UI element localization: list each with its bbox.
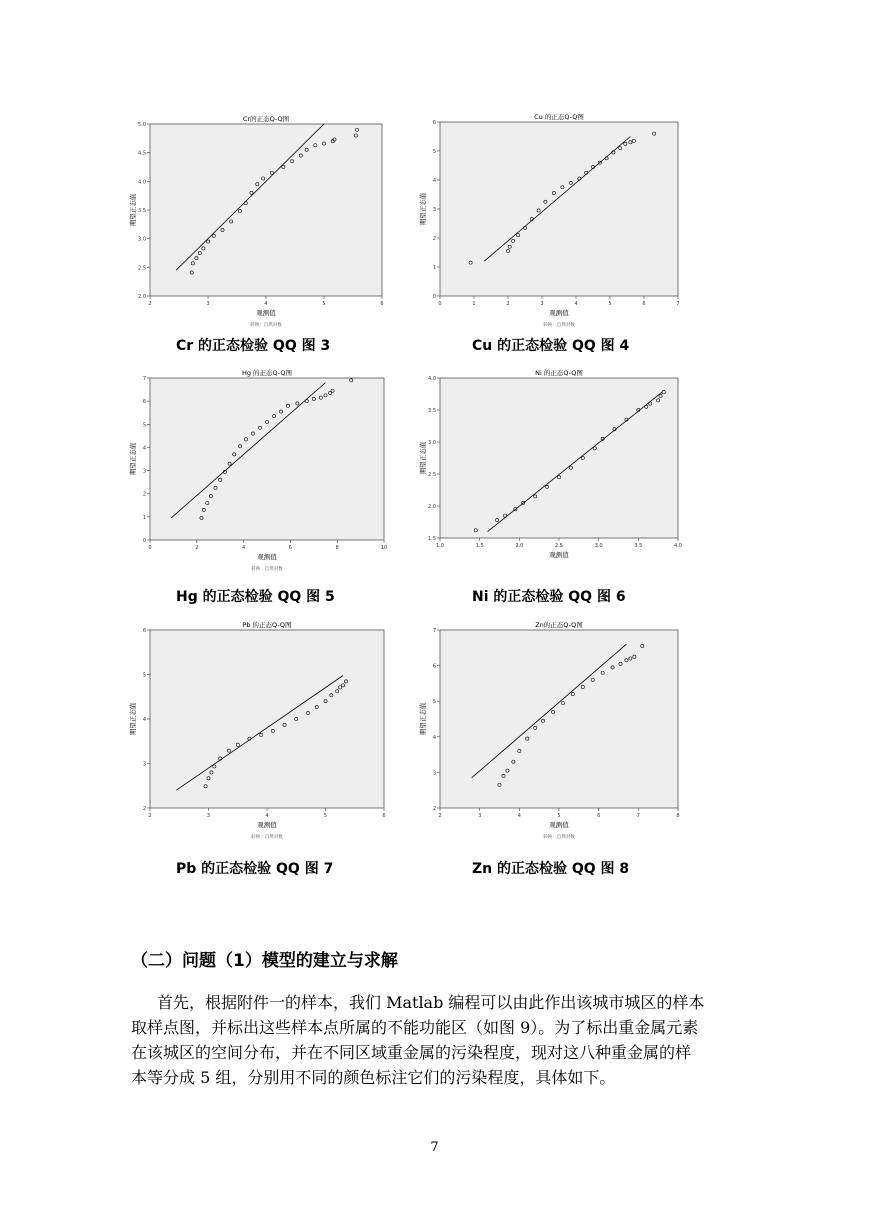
x-tick-label: 6 bbox=[597, 813, 601, 819]
y-tick-label: 3 bbox=[142, 468, 146, 475]
x-axis-label: 观测值 bbox=[257, 553, 277, 561]
x-tick-label: 0 bbox=[438, 301, 442, 307]
x-tick-label: 2 bbox=[148, 301, 152, 307]
x-tick-label: 2.5 bbox=[555, 543, 563, 549]
y-tick-label: 4 bbox=[432, 178, 436, 184]
y-tick-label: 2 bbox=[432, 236, 436, 242]
y-axis-label: 期望正态值 bbox=[419, 192, 427, 226]
y-axis-label: 期望正态值 bbox=[419, 702, 427, 736]
y-tick-label: 3 bbox=[142, 761, 146, 768]
qq-chart-cu bbox=[418, 110, 686, 330]
chart-title: Cu 的正态Q-Q图 bbox=[534, 113, 584, 121]
chart-title: Cr的正态Q-Q图 bbox=[242, 115, 290, 123]
y-tick-label: 5.0 bbox=[138, 122, 146, 128]
chart-footnote: 转换：自然对数 bbox=[251, 567, 283, 572]
qq-chart-cr bbox=[128, 112, 390, 330]
paragraph-line: 首先，根据附件一的样本，我们 Matlab 编程可以由此作出该城市城区的样本 bbox=[157, 993, 705, 1012]
x-tick-label: 4.0 bbox=[674, 543, 682, 549]
y-tick-label: 2.0 bbox=[428, 504, 436, 510]
x-tick-label: 2 bbox=[148, 813, 152, 819]
y-tick-label: 3 bbox=[432, 770, 436, 777]
plot-area bbox=[150, 378, 384, 540]
y-tick-label: 4 bbox=[432, 734, 436, 741]
x-tick-label: 6 bbox=[380, 301, 384, 307]
x-tick-label: 4 bbox=[265, 813, 269, 819]
figure-caption-7: Pb 的正态检验 QQ 图 7 bbox=[176, 861, 334, 877]
figure-caption-6: Ni 的正态检验 QQ 图 6 bbox=[472, 589, 626, 605]
x-tick-label: 1.0 bbox=[436, 543, 444, 549]
qq-chart-ni bbox=[418, 366, 686, 572]
y-axis-label: 期望正态值 bbox=[129, 193, 137, 227]
x-tick-label: 4 bbox=[264, 301, 268, 307]
y-tick-label: 5 bbox=[142, 422, 146, 429]
chart-title: Zn的正态Q-Q图 bbox=[535, 621, 583, 629]
y-tick-label: 2 bbox=[142, 491, 146, 498]
x-tick-label: 7 bbox=[676, 301, 680, 307]
x-tick-label: 1.5 bbox=[475, 543, 484, 549]
x-tick-label: 4 bbox=[517, 813, 521, 819]
x-tick-label: 3 bbox=[206, 813, 211, 819]
x-axis-label: 观测值 bbox=[549, 821, 569, 829]
y-tick-label: 3.0 bbox=[428, 440, 436, 446]
y-tick-label: 2.5 bbox=[138, 265, 146, 272]
figure-caption-5: Hg 的正态检验 QQ 图 5 bbox=[176, 589, 335, 605]
y-axis-label: 期望正态值 bbox=[129, 442, 137, 476]
x-tick-label: 3 bbox=[206, 301, 210, 307]
x-tick-label: 6 bbox=[642, 301, 646, 307]
paragraph-line: 取样点图，并标出这些样本点所属的不能功能区（如图 9）。为了标出重金属元素 bbox=[131, 1018, 699, 1037]
y-tick-label: 7 bbox=[432, 628, 436, 634]
x-tick-label: 0 bbox=[148, 545, 152, 551]
qq-chart-pb bbox=[128, 618, 392, 842]
chart-title: Ni 的正态Q-Q图 bbox=[535, 369, 583, 377]
chart-footnote: 转换：自然对数 bbox=[543, 323, 575, 328]
x-tick-label: 8 bbox=[676, 813, 680, 819]
x-tick-label: 10 bbox=[380, 545, 388, 551]
x-tick-label: 6 bbox=[382, 813, 386, 819]
y-tick-label: 1.5 bbox=[428, 536, 436, 542]
figure-caption-3: Cr 的正态检验 QQ 图 3 bbox=[176, 338, 331, 354]
plot-area bbox=[440, 630, 678, 808]
x-tick-label: 6 bbox=[288, 545, 292, 551]
qq-chart-zn bbox=[418, 618, 686, 842]
y-tick-label: 0 bbox=[142, 538, 146, 544]
y-tick-label: 5 bbox=[432, 699, 436, 706]
x-tick-label: 3 bbox=[540, 301, 544, 307]
plot-area bbox=[150, 124, 382, 296]
figure-caption-8: Zn 的正态检验 QQ 图 8 bbox=[472, 861, 630, 877]
y-tick-label: 6 bbox=[142, 628, 146, 634]
y-tick-label: 6 bbox=[142, 399, 146, 406]
x-tick-label: 5 bbox=[557, 813, 561, 819]
y-axis-label: 期望正态值 bbox=[419, 441, 427, 475]
x-axis-label: 观测值 bbox=[256, 309, 276, 317]
x-axis-label: 观测值 bbox=[549, 551, 569, 559]
x-axis-label: 观测值 bbox=[549, 309, 569, 317]
x-tick-label: 2 bbox=[506, 301, 510, 307]
y-tick-label: 4 bbox=[142, 445, 146, 452]
x-tick-label: 2 bbox=[195, 545, 199, 551]
y-tick-label: 6 bbox=[432, 120, 436, 126]
y-tick-label: 1 bbox=[432, 265, 436, 271]
page-number: 7 bbox=[430, 1140, 439, 1155]
y-tick-label: 4 bbox=[142, 717, 146, 723]
x-axis-label: 观测值 bbox=[257, 821, 277, 829]
y-tick-label: 6 bbox=[432, 663, 436, 670]
chart-footnote: 转换：自然对数 bbox=[250, 323, 282, 328]
qq-chart-hg bbox=[128, 366, 392, 574]
y-tick-label: 2.0 bbox=[138, 294, 146, 300]
body-paragraph bbox=[131, 990, 743, 1090]
x-tick-label: 3.0 bbox=[594, 543, 603, 549]
y-tick-label: 7 bbox=[142, 376, 146, 382]
x-tick-label: 8 bbox=[335, 545, 339, 551]
x-tick-label: 1 bbox=[472, 301, 476, 307]
x-tick-label: 5 bbox=[322, 301, 326, 307]
x-tick-label: 7 bbox=[636, 813, 640, 819]
y-tick-label: 0 bbox=[432, 294, 436, 300]
y-tick-label: 3.0 bbox=[138, 236, 146, 243]
x-tick-label: 4 bbox=[574, 301, 578, 307]
y-tick-label: 1 bbox=[142, 514, 146, 521]
chart-title: Pb 的正态Q-Q图 bbox=[242, 621, 292, 629]
x-tick-label: 3 bbox=[478, 813, 482, 819]
figure-caption-4: Cu 的正态检验 QQ 图 4 bbox=[472, 338, 630, 354]
chart-footnote: 转换：自然对数 bbox=[251, 835, 283, 840]
x-tick-label: 2.0 bbox=[515, 543, 524, 549]
y-tick-label: 3 bbox=[432, 207, 436, 213]
x-tick-label: 4 bbox=[242, 545, 246, 551]
y-tick-label: 5 bbox=[142, 672, 146, 679]
plot-area bbox=[440, 122, 678, 296]
y-tick-label: 4.5 bbox=[138, 150, 146, 157]
paragraph-line: 本等分成 5 组，分别用不同的颜色标注它们的污染程度，具体如下。 bbox=[131, 1068, 616, 1087]
x-tick-label: 5 bbox=[608, 301, 612, 307]
y-tick-label: 4.0 bbox=[138, 179, 146, 186]
plot-area bbox=[440, 378, 678, 538]
x-tick-label: 5 bbox=[323, 813, 328, 819]
y-tick-label: 2 bbox=[142, 806, 146, 812]
plot-area bbox=[150, 630, 384, 808]
y-tick-label: 3.5 bbox=[428, 408, 436, 414]
x-tick-label: 3.5 bbox=[634, 543, 643, 549]
y-axis-label: 期望正态值 bbox=[129, 702, 137, 736]
y-tick-label: 2.5 bbox=[428, 472, 436, 478]
chart-title: Hg 的正态Q-Q图 bbox=[241, 369, 293, 377]
x-tick-label: 2 bbox=[438, 813, 442, 819]
y-tick-label: 4.0 bbox=[428, 376, 436, 382]
y-tick-label: 2 bbox=[432, 806, 436, 812]
chart-footnote: 转换：自然对数 bbox=[543, 835, 575, 840]
section-title: （二）问题（1）模型的建立与求解 bbox=[131, 951, 398, 971]
paragraph-line: 在该城区的空间分布，并在不同区域重金属的污染程度，现对这八种重金属的样 bbox=[131, 1043, 692, 1062]
y-tick-label: 3.5 bbox=[138, 208, 146, 214]
y-tick-label: 5 bbox=[432, 149, 436, 155]
